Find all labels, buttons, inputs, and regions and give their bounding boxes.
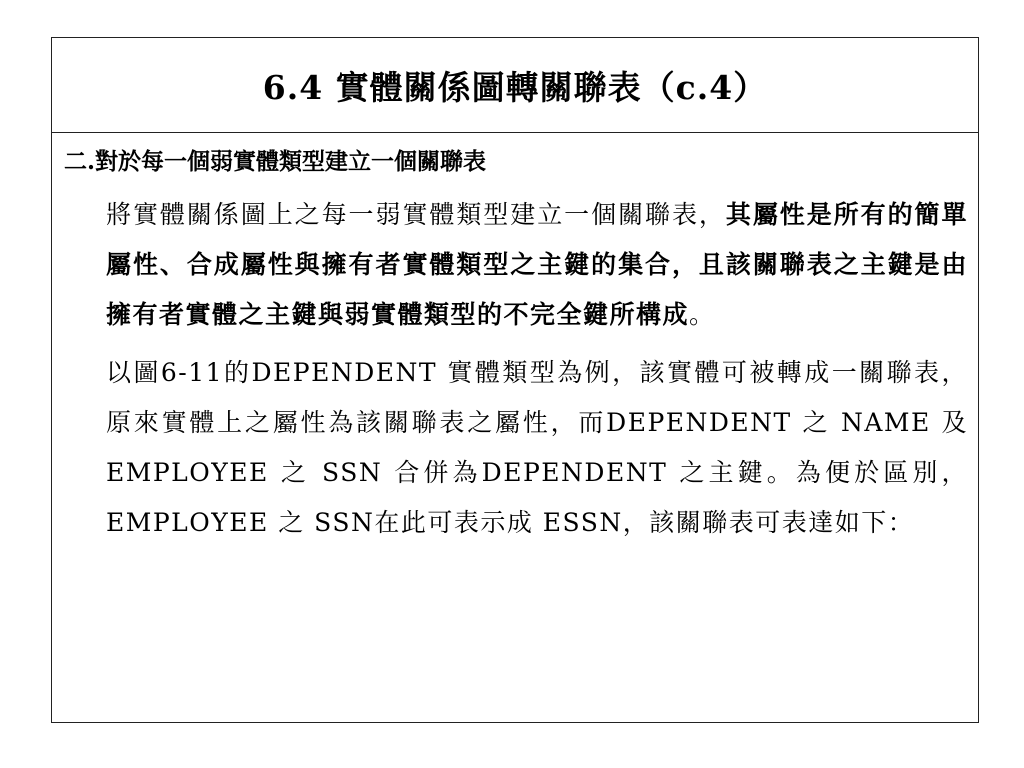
slide-content [64,146,968,556]
paragraph-1-bold: 其屬性是所有的簡單屬性、合成屬性與擁有者實體類型之主鍵的集合，且該關聯表之主鍵是由擁有者實體之主鍵與弱實體類型的不完全鍵所構成 [106,200,968,329]
paragraph-1-normal-end: 。 [689,300,716,329]
paragraph-1 [64,190,968,340]
title-area [52,38,978,132]
paragraph-1-normal-start: 將實體關係圖上之每一弱實體類型建立一個關聯表， [106,200,726,229]
slide-frame [51,37,979,723]
section-heading: 二.對於每一個弱實體類型建立一個關聯表 [64,148,487,175]
slide-title: 6.4 實體關係圖轉關聯表（c.4） [262,67,768,107]
title-divider [52,132,978,133]
paragraph-2: 以圖6-11的DEPENDENT 實體類型為例，該實體可被轉成一關聯表，原來實體上之屬性為該關聯表之屬性，而DEPENDENT 之 NAME 及EMPLOYEE 之 SSN 合併為DEPENDENT 之主鍵。為便於區別，EMPLOYEE 之 SSN在此可表示成 ESSN，該關聯表可表達如下： [106,358,968,537]
